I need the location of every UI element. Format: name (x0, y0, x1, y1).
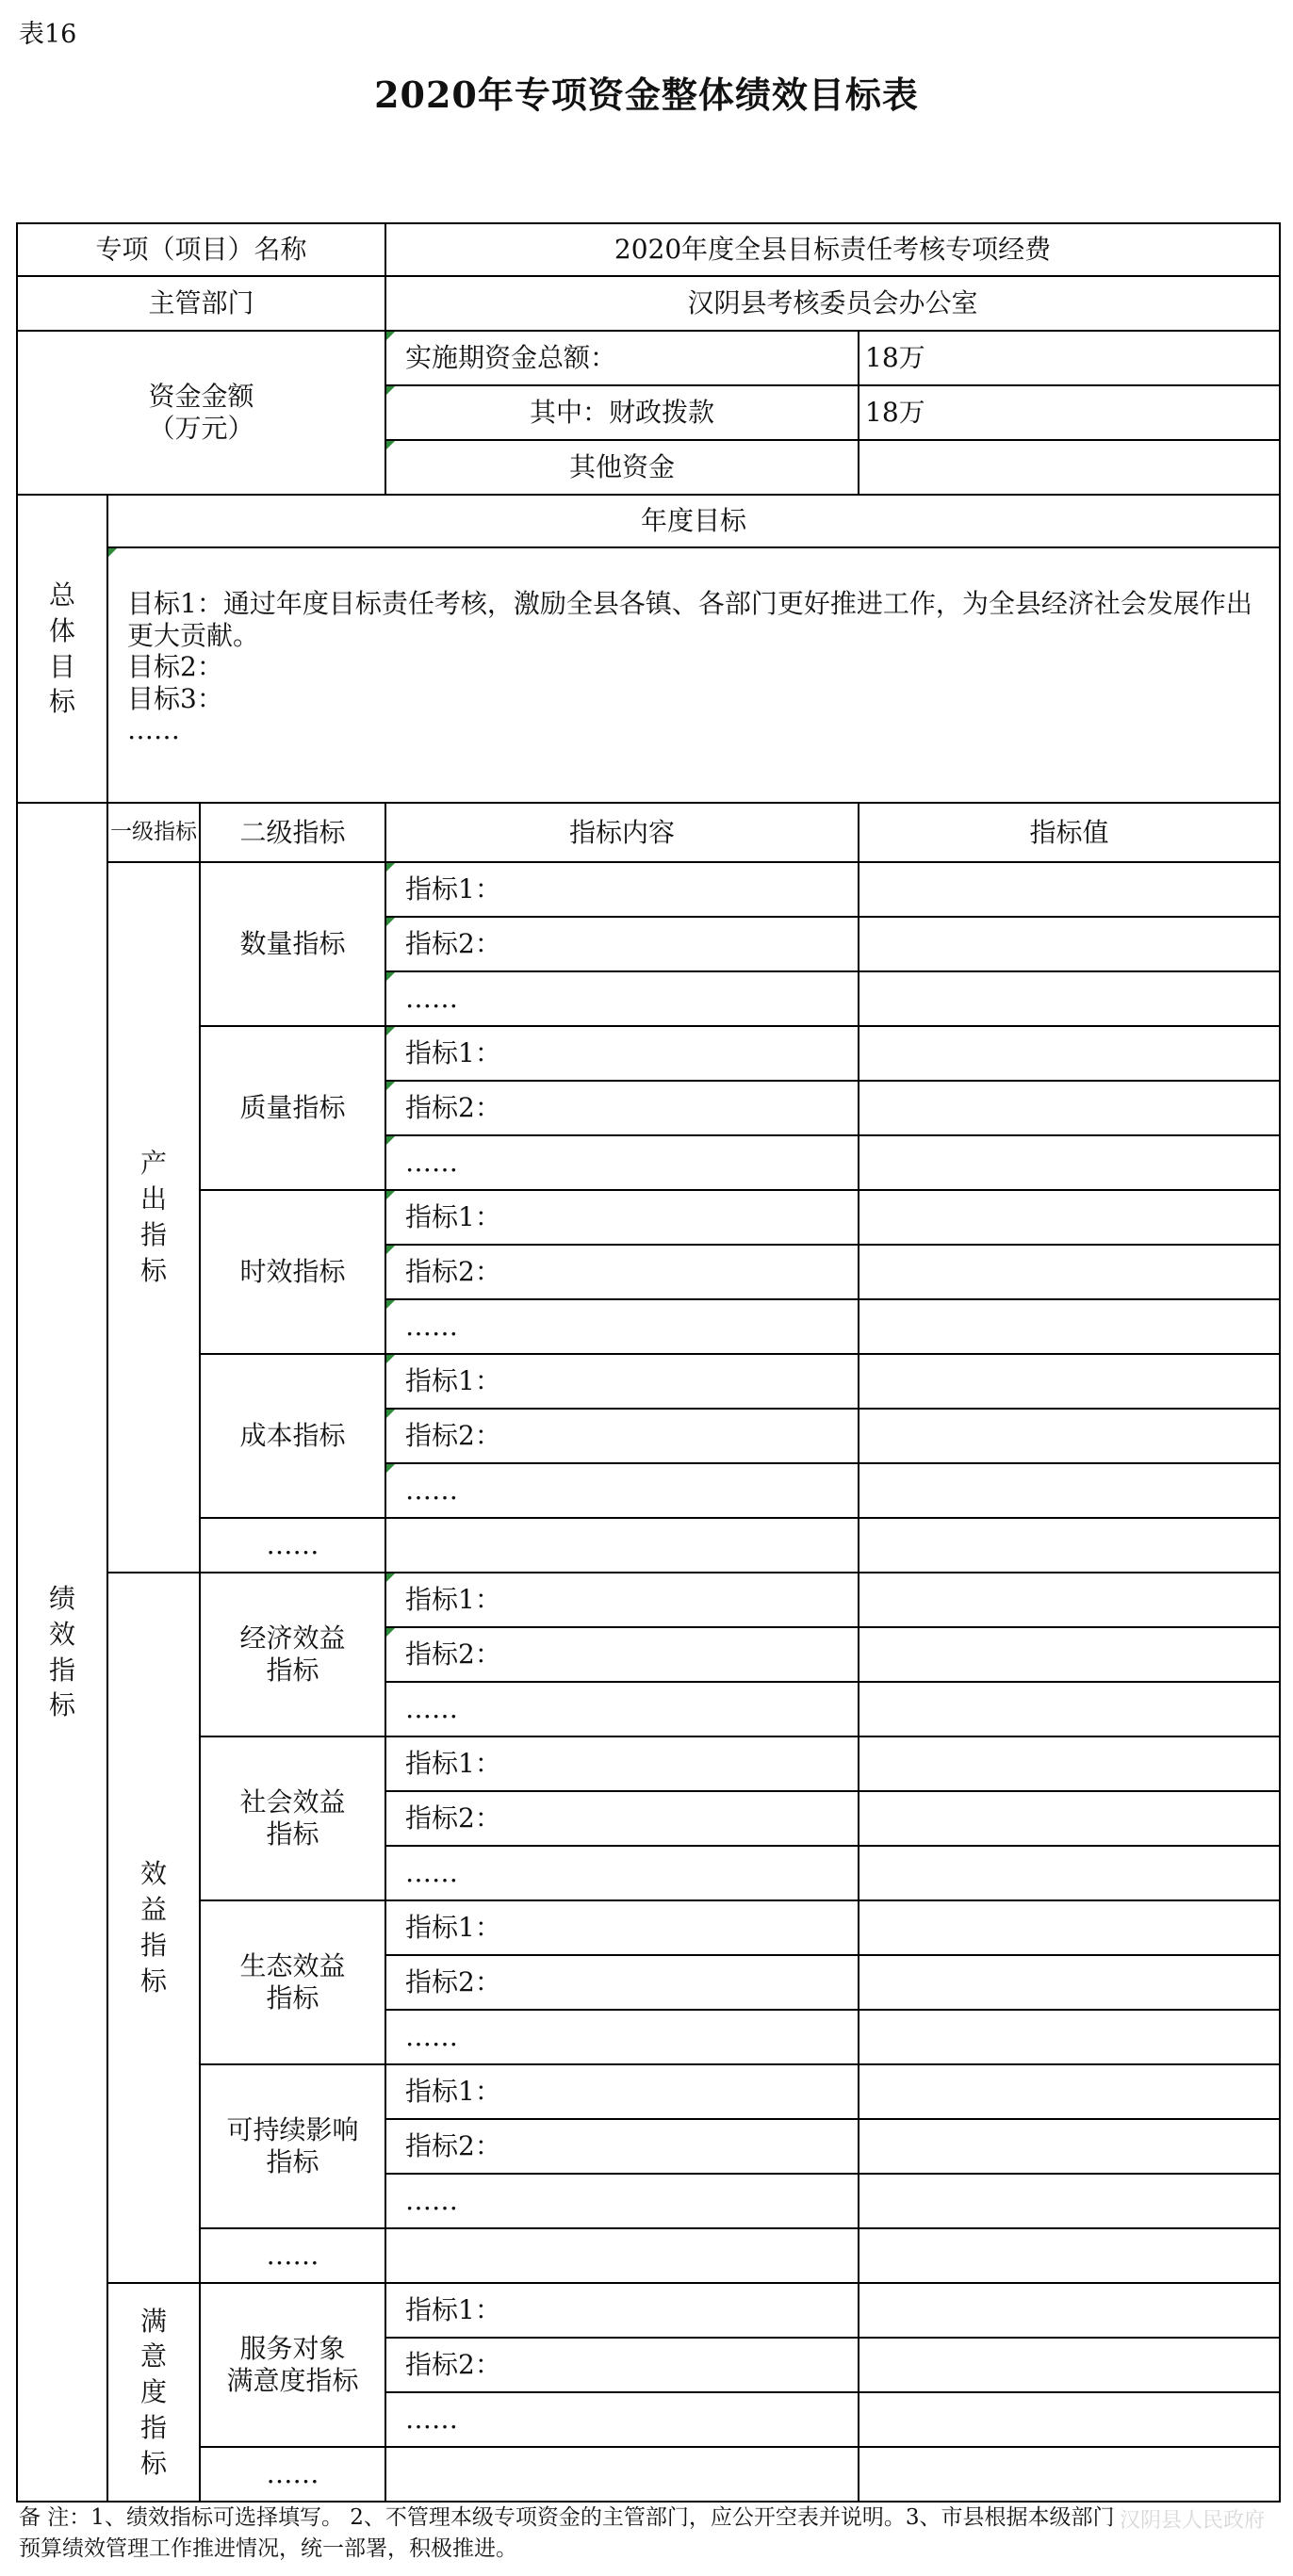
empty-cell (859, 1518, 1280, 1573)
watermark-text: 汉阴县人民政府 (1119, 2509, 1265, 2533)
footnote (19, 2503, 1277, 2564)
indicator-value (859, 1955, 1280, 2010)
indicator-value (859, 1463, 1280, 1518)
goal-2: 目标2： (127, 651, 223, 683)
overall-goal-label (17, 495, 107, 803)
indicator-item: …… (385, 971, 859, 1026)
satisfaction-char: 度 (139, 2376, 167, 2408)
quality-indicator: 质量指标 (200, 1026, 385, 1190)
indicator-item: …… (385, 1463, 859, 1518)
goal-3: 目标3： (127, 682, 223, 714)
overall-char: 体 (48, 614, 75, 646)
project-name-label: 专项（项目）名称 (17, 223, 385, 276)
satisfaction-more: …… (200, 2447, 385, 2502)
funds-other-value (859, 440, 1280, 495)
footnote-line1: 备 注：1、绩效指标可选择填写。 2、不管理本级专项资金的主管部门，应公开空表并说明。3、市县根据本级部门 (19, 2505, 1115, 2530)
indicator-value (859, 1081, 1280, 1135)
output-char: 产 (139, 1148, 167, 1180)
overall-char: 标 (48, 686, 75, 718)
indicator-value (859, 1573, 1280, 1627)
indicator-value (859, 1682, 1280, 1736)
indicator-value (859, 2174, 1280, 2228)
indicator-item: 指标2： (385, 1081, 859, 1135)
group-name-line: 服务对象 (239, 2333, 346, 2365)
group-name-line: 满意度指标 (226, 2365, 359, 2396)
indicator-item: 指标2： (385, 1627, 859, 1682)
empty-cell (859, 2228, 1280, 2283)
indicator-value (859, 1627, 1280, 1682)
indicator-value (859, 1846, 1280, 1900)
indicator-value (859, 1135, 1280, 1190)
indicator-item: 指标1： (385, 2283, 859, 2338)
group-name-line: 生态效益 (239, 1950, 346, 1982)
group-name-line: 经济效益 (239, 1622, 346, 1655)
service-satisfaction-indicator (200, 2283, 385, 2447)
funds-total-label: 实施期资金总额： (385, 331, 859, 385)
indicator-value (859, 1299, 1280, 1354)
indicator-value (859, 1736, 1280, 1791)
indicator-item: 指标2： (385, 2338, 859, 2392)
indicator-item: 指标1： (385, 1736, 859, 1791)
cost-indicator: 成本指标 (200, 1354, 385, 1518)
indicator-value (859, 2064, 1280, 2119)
empty-cell (385, 2228, 859, 2283)
satisfaction-indicator-label (107, 2283, 200, 2502)
group-name-line: 指标 (266, 1818, 319, 1850)
funds-label-line2: （万元） (148, 413, 254, 444)
indicator-item: 指标1： (385, 1354, 859, 1409)
indicator-item: 指标2： (385, 1245, 859, 1299)
quantity-indicator: 数量指标 (200, 862, 385, 1026)
benefit-char: 标 (139, 1965, 167, 1997)
empty-cell (385, 2447, 859, 2502)
benefit-more: …… (200, 2228, 385, 2283)
goal-more: …… (127, 714, 180, 746)
indicator-item: …… (385, 2010, 859, 2064)
indicator-item: 指标2： (385, 1955, 859, 2010)
overall-char: 目 (48, 650, 75, 682)
perf-char: 指 (48, 1654, 75, 1686)
perf-char: 绩 (48, 1582, 75, 1614)
satisfaction-char: 标 (139, 2447, 167, 2479)
indicator-item: 指标2： (385, 1791, 859, 1846)
satisfaction-char: 满 (139, 2305, 167, 2337)
indicator-value (859, 1409, 1280, 1463)
project-name-value: 2020年度全县目标责任考核专项经费 (385, 223, 1280, 276)
indicator-value (859, 2119, 1280, 2174)
indicator-value (859, 2392, 1280, 2447)
performance-target-table (16, 222, 1281, 2503)
benefit-char: 指 (139, 1930, 167, 1961)
indicator-item: 指标1： (385, 1026, 859, 1081)
indicator-item: …… (385, 1846, 859, 1900)
indicator-item: 指标2： (385, 917, 859, 971)
indicator-value (859, 1354, 1280, 1409)
indicator-item: …… (385, 1682, 859, 1736)
indicator-value (859, 862, 1280, 917)
group-name-line: 可持续影响 (226, 2114, 359, 2146)
footnote-line2: 预算绩效管理工作推进情况，统一部署，积极推进。 (19, 2535, 517, 2561)
indicator-item: …… (385, 2174, 859, 2228)
indicator-value (859, 1245, 1280, 1299)
perf-indicator-label (17, 803, 107, 2502)
indicator-value (859, 1791, 1280, 1846)
funds-label-line1: 资金金额 (148, 381, 254, 413)
output-indicator-label (107, 862, 200, 1573)
indicator-item: …… (385, 1135, 859, 1190)
output-more: …… (200, 1518, 385, 1573)
timeliness-indicator: 时效指标 (200, 1190, 385, 1354)
table-number: 表16 (19, 20, 77, 49)
output-char: 指 (139, 1219, 167, 1250)
perf-char: 标 (48, 1689, 75, 1721)
funds-other-label: 其他资金 (385, 440, 859, 495)
indicator-value (859, 1900, 1280, 1955)
goal-1: 目标1：通过年度目标责任考核，激励全县各镇、各部门更好推进工作，为全县经济社会发展作出更大贡献。 (127, 588, 1252, 651)
header-level1: 一级指标 (107, 803, 200, 862)
funds-total-value: 18万 (859, 331, 1280, 385)
indicator-value (859, 1190, 1280, 1245)
sustainability-indicator (200, 2064, 385, 2228)
indicator-item: …… (385, 2392, 859, 2447)
funds-fiscal-value: 18万 (859, 385, 1280, 440)
satisfaction-char: 指 (139, 2411, 167, 2443)
header-value: 指标值 (859, 803, 1280, 862)
group-name-line: 社会效益 (239, 1786, 346, 1818)
indicator-value (859, 917, 1280, 971)
output-char: 出 (139, 1183, 167, 1215)
benefit-char: 益 (139, 1894, 167, 1926)
funds-label (17, 331, 385, 495)
header-content: 指标内容 (385, 803, 859, 862)
indicator-value (859, 971, 1280, 1026)
indicator-value (859, 2010, 1280, 2064)
empty-cell (385, 1518, 859, 1573)
indicator-item: 指标1： (385, 2064, 859, 2119)
funds-fiscal-label: 其中：财政拨款 (385, 385, 859, 440)
indicator-item: 指标1： (385, 1190, 859, 1245)
group-name-line: 指标 (266, 2146, 319, 2177)
benefit-indicator-label (107, 1573, 200, 2283)
economic-benefit-indicator (200, 1573, 385, 1736)
header-level2: 二级指标 (200, 803, 385, 862)
social-benefit-indicator (200, 1736, 385, 1900)
satisfaction-char: 意 (139, 2340, 167, 2372)
indicator-item: 指标2： (385, 1409, 859, 1463)
page-title: 2020年专项资金整体绩效目标表 (374, 73, 919, 116)
group-name-line: 指标 (266, 1655, 319, 1686)
dept-value: 汉阴县考核委员会办公室 (385, 276, 1280, 331)
annual-goal-header: 年度目标 (107, 495, 1280, 547)
indicator-value (859, 2283, 1280, 2338)
benefit-char: 效 (139, 1858, 167, 1890)
indicator-item: 指标1： (385, 1900, 859, 1955)
indicator-value (859, 1026, 1280, 1081)
indicator-value (859, 2338, 1280, 2392)
dept-label: 主管部门 (17, 276, 385, 331)
perf-char: 效 (48, 1618, 75, 1650)
indicator-item: 指标1： (385, 862, 859, 917)
annual-goal-content (107, 547, 1280, 803)
indicator-item: 指标2： (385, 2119, 859, 2174)
empty-cell (859, 2447, 1280, 2502)
indicator-item: 指标1： (385, 1573, 859, 1627)
output-char: 标 (139, 1254, 167, 1286)
indicator-item: …… (385, 1299, 859, 1354)
overall-char: 总 (48, 579, 75, 611)
group-name-line: 指标 (266, 1982, 319, 2014)
eco-benefit-indicator (200, 1900, 385, 2064)
